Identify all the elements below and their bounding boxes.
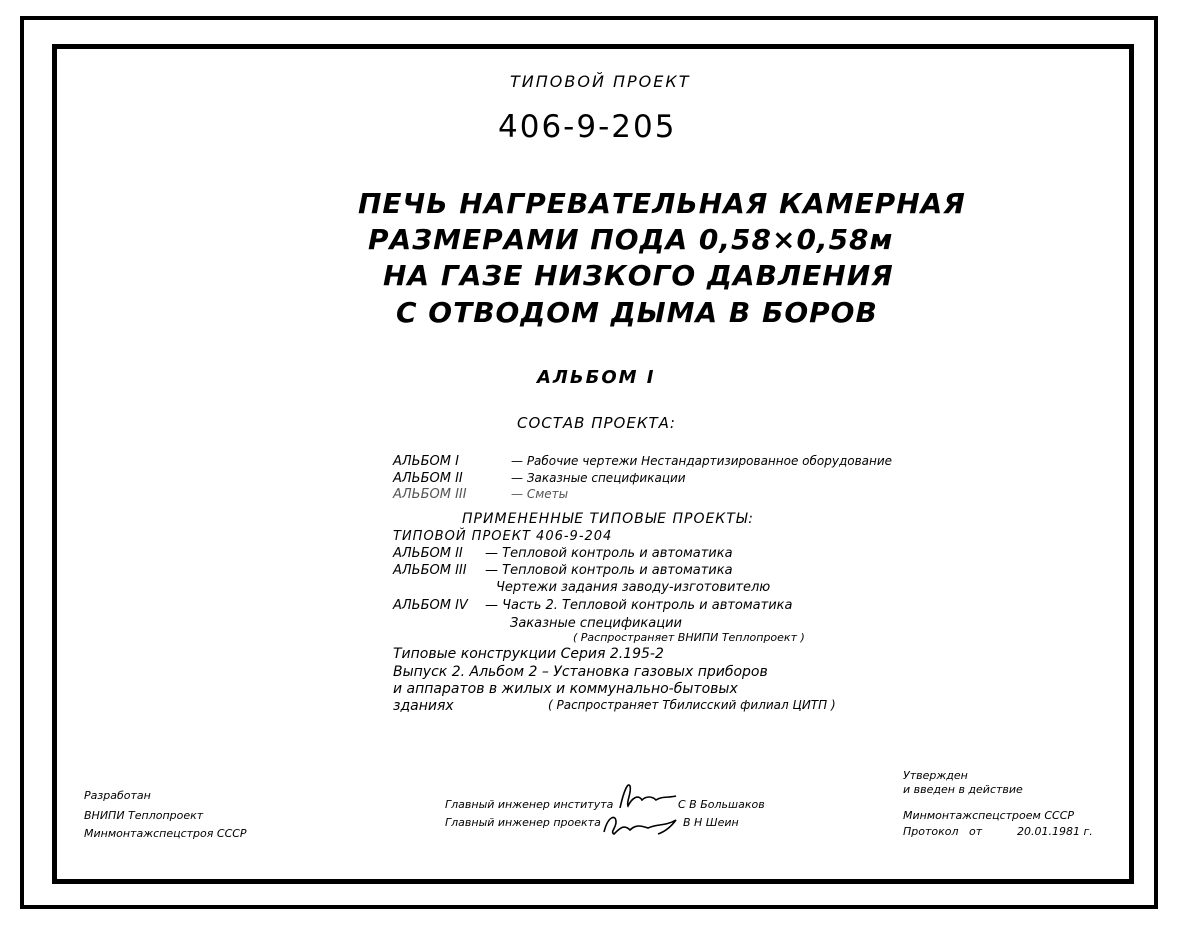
applied-project: ТИПОВОЙ ПРОЕКТ 406-9-204 [393,529,613,544]
item-text: — Тепловой контроль и автоматика [485,546,733,561]
structures-line-1: Типовые конструкции Серия 2.195-2 [393,646,664,662]
signature-role-1: Главный инженер института [445,798,614,811]
title-line-3: НА ГАЗЕ НИЗКОГО ДАВЛЕНИЯ [383,259,894,292]
signature-name-1: С В Большаков [678,798,765,811]
structures-line-2: Выпуск 2. Альбом 2 – Установка газовых приборов [393,664,768,680]
protocol-date: 20.01.1981 г. [1017,825,1093,838]
item-label: АЛЬБОМ I [393,454,459,469]
composition-album-2 [393,472,686,485]
item-text: — Сметы [511,487,569,501]
applied-album-2 [393,547,733,560]
approval-line-4 [903,826,1093,837]
signature-role-2: Главный инженер проекта [445,816,601,829]
item-label: АЛЬБОМ II [393,471,463,486]
distributor-1: ( Распространяет ВНИПИ Теплопроект ) [573,631,805,644]
protocol-label: Протокол [903,825,959,838]
item-text: — Тепловой контроль и автоматика [485,563,733,578]
developer-line-2: ВНИПИ Теплопроект [84,809,204,822]
item-label: АЛЬБОМ III [393,487,467,502]
protocol-from: от [969,825,983,838]
item-text: — Часть 2. Тепловой контроль и автоматика [485,598,793,613]
applied-album-3 [393,564,733,577]
album-label: АЛЬБОМ I [537,367,656,388]
title-line-4: С ОТВОДОМ ДЫМА В БОРОВ [396,296,878,329]
signature-name-2: В Н Шеин [683,816,739,829]
signature-scribble-1 [614,778,680,812]
project-number: 406-9-205 [498,109,677,145]
title-line-2: РАЗМЕРАМИ ПОДА 0,58×0,58м [368,223,894,256]
distributor-2: ( Распространяет Тбилисский филиал ЦИТП ) [548,698,836,712]
applied-album-4 [393,599,793,612]
signature-scribble-2 [600,808,684,838]
structures-line-4: зданиях [393,698,454,714]
header-kicker: ТИПОВОЙ ПРОЕКТ [510,72,691,91]
item-text: — Рабочие чертежи Нестандартизированное оборудование [511,454,893,468]
developer-line-1: Разработан [84,789,151,802]
composition-album-1 [393,455,892,468]
applied-heading: ПРИМЕНЕННЫЕ ТИПОВЫЕ ПРОЕКТЫ: [462,511,754,527]
structures-line-3: и аппаратов в жилых и коммунально-бытовых [393,681,738,697]
composition-heading: СОСТАВ ПРОЕКТА: [517,414,676,432]
approval-line-1: Утвержден [903,769,968,782]
item-label: АЛЬБОМ IV [393,598,468,613]
applied-album-3-cont: Чертежи задания заводу-изготовителю [496,580,771,595]
approval-line-3: Минмонтажспецстроем СССР [903,809,1075,822]
applied-album-4-cont: Заказные спецификации [510,616,682,631]
title-line-1: ПЕЧЬ НАГРЕВАТЕЛЬНАЯ КАМЕРНАЯ [358,187,966,220]
item-label: АЛЬБОМ II [393,546,463,561]
approval-line-2: и введен в действие [903,783,1023,796]
item-label: АЛЬБОМ III [393,563,467,578]
composition-album-3 [393,488,568,501]
developer-line-3: Минмонтажспецстроя СССР [84,827,247,840]
item-text: — Заказные спецификации [511,471,686,485]
